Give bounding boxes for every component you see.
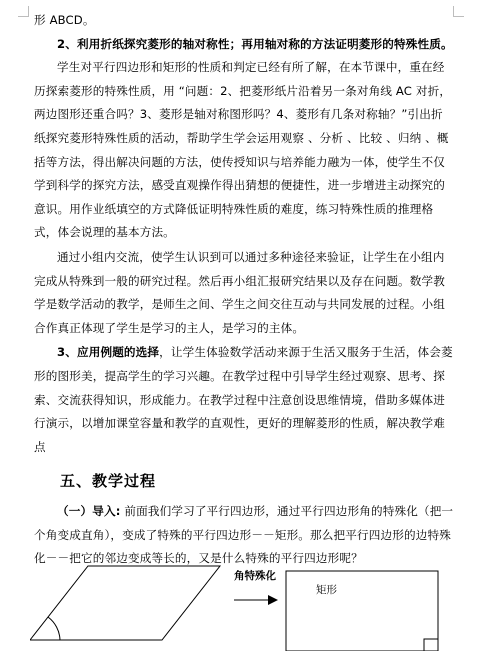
intro-text: 前面我们学习了平行四边形，通过平行四边形角的特殊化（把一个角变成直角），变成了特殊的平行四边形－－矩形。那么把平行四边形的边特殊化－－把它的邻边变成等长的，又是什么特殊的平行四边形呢？: [34, 504, 454, 566]
section3-paragraph: [34, 341, 454, 459]
parallelogram-shape: [30, 566, 220, 640]
top-line: 形 ABCD。: [34, 13, 95, 27]
section2-paragraph: 学生对平行四边形和矩形的性质和判定已经有所了解，在本节课中，重在经历探索菱形的特殊性质，用 “问题：2、把菱形纸片沿着另一条对角线 AC 对折，两边图形还重合吗？3、菱形是轴对称图形吗？4、菱形有几条对称轴？”引出折纸探究菱形特殊性质的活动，帮助学生学会运用观察 、分析 、比较 、归纳 、概括等方法，得出解决问题的方法，使传授知识与培养能力融为一体，使学生不仅学到科学的探究方法，感受直观操作得出猜想的便捷性，进一步增进主动探究的意识。用作业纸填空的方式降低证明特殊性质的难度，练习特殊性质的推理格式，体会说理的基本方法。: [34, 60, 452, 240]
angle-arc: [48, 617, 60, 640]
arrow-label: 角特殊化: [234, 570, 276, 582]
parallelogram-to-rectangle-diagram: [30, 556, 460, 651]
section3-text: ，让学生体验数学活动来源于生活又服务于生活，体会菱形的图形美，提高学生的学习兴趣。在教学过程中引导学生经过观察、思考、探索、交流获得知识，形成能力。在教学过程中注意创设思维情境，借助多媒体进行演示，以增加课堂容量和教学的直观性，更好的理解菱形的性质，解决教学难点: [34, 345, 453, 454]
paragraph-group-work: 通过小组内交流，使学生认识到可以通过多种途径来验证，让学生在小组内完成从特殊到一般的研究过程。然后再小组汇报研究结果以及存在问题。数学教学是数学活动的教学，是师生之间、学生之间交往互动与共同发展的过程。小组合作真正体现了学生是学习的主人，是学习的主体。: [34, 249, 446, 335]
intro-label: （一）导入:: [57, 504, 121, 519]
page-corner-mark-left: [18, 6, 29, 17]
document-page: [34, 9, 454, 571]
right-angle-mark: [424, 639, 438, 651]
section3-heading: 3、应用例题的选择: [57, 345, 160, 360]
rectangle-shape: [286, 571, 438, 651]
section2-heading: 2、利用折纸探究菱形的轴对称性；再用轴对称的方法证明菱形的特殊性质。: [57, 36, 453, 51]
rectangle-label: 矩形: [316, 584, 337, 596]
section5-heading: 五、教学过程: [60, 472, 157, 491]
arrow-head-icon: [268, 595, 278, 605]
page-corner-mark-right: [453, 6, 464, 17]
